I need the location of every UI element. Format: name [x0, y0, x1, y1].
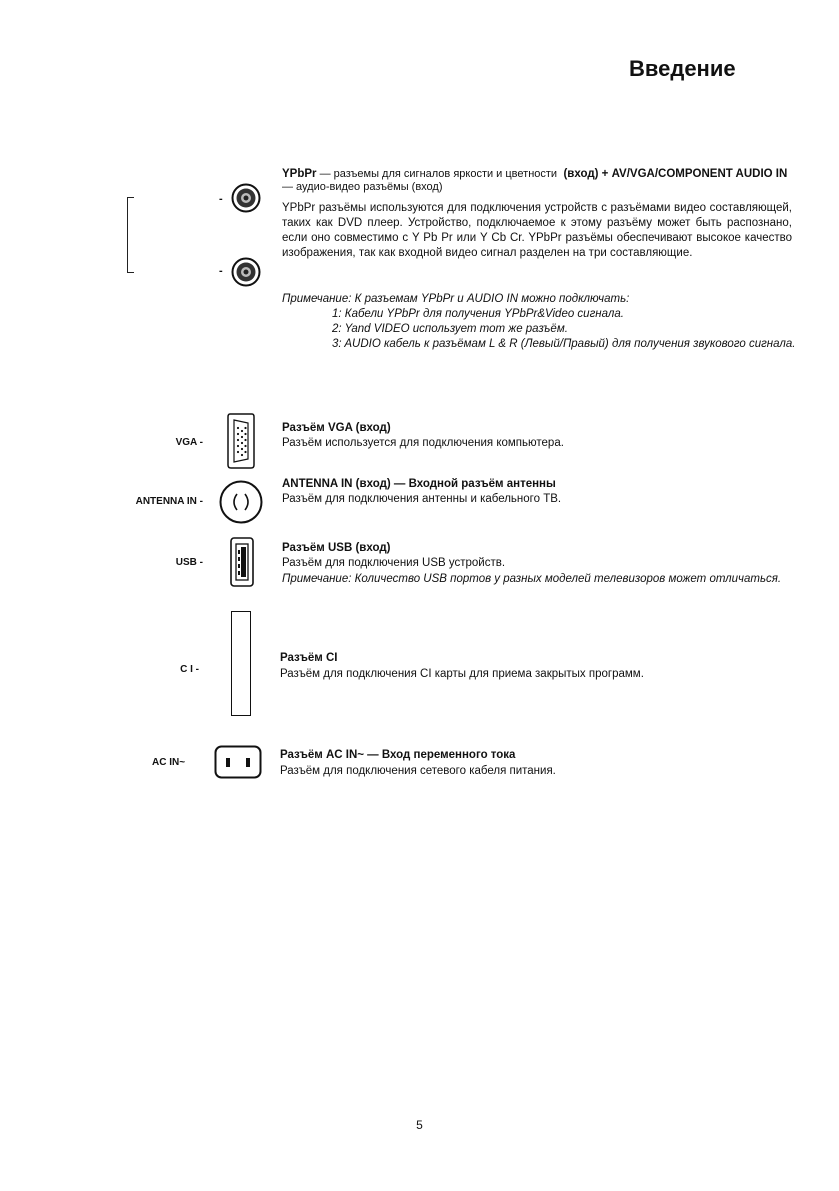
- vga-body: Разъём используется для подключения компьютера.: [282, 437, 564, 449]
- ypbpr-heading-bold: YPbPr: [282, 168, 317, 180]
- vga-label: VGA -: [175, 437, 203, 448]
- connector-dash: -: [219, 265, 223, 277]
- usb-port-icon: [230, 537, 254, 587]
- bracket: [127, 197, 134, 273]
- usb-title: Разъём USB (вход): [282, 542, 391, 554]
- ypbpr-heading-bold2: (вход) + AV/VGA/COMPONENT AUDIO IN: [563, 168, 788, 180]
- ci-slot-icon: [231, 611, 251, 716]
- rca-jack-icon: [231, 183, 261, 213]
- usb-note: Примечание: Количество USB портов у разных моделей телевизоров может отличаться.: [282, 573, 782, 585]
- usb-label: USB -: [175, 557, 203, 568]
- rca-jack-icon: [231, 257, 261, 287]
- connector-dash: -: [219, 193, 223, 205]
- antenna-title: ANTENNA IN (вход) — Входной разъём антенны: [282, 478, 556, 490]
- ypbpr-note-title: Примечание: К разъемам YPbPr и AUDIO IN можно подключать:: [282, 293, 630, 305]
- antenna-body: Разъём для подключения антенны и кабельного ТВ.: [282, 493, 562, 505]
- page-title: Введение: [629, 56, 736, 81]
- ypbpr-heading-line2: — аудио-видео разъёмы (вход): [282, 181, 443, 193]
- antenna-port-icon: [219, 480, 263, 524]
- power-socket-icon: [214, 745, 262, 779]
- ypbpr-heading-text: — разъемы для сигналов яркости и цветности: [316, 168, 558, 180]
- ci-title: Разъём CI: [280, 652, 338, 664]
- usb-body: Разъём для подключения USB устройств.: [282, 557, 506, 569]
- antenna-label: ANTENNA IN -: [135, 496, 203, 507]
- page-number: 5: [416, 1118, 423, 1132]
- ypbpr-note-3: 3: AUDIO кабель к разъёмам L & R (Левый/Правый) для получения звукового сигнала.: [332, 338, 796, 350]
- acin-body: Разъём для подключения сетевого кабеля питания.: [280, 765, 556, 777]
- vga-title: Разъём VGA (вход): [282, 422, 391, 434]
- ypbpr-note-1: 1: Кабели YPbPr для получения YPbPr&Video сигнала.: [332, 308, 624, 320]
- acin-title: Разъём AC IN~ — Вход переменного тока: [280, 749, 516, 761]
- vga-port-icon: [226, 412, 256, 470]
- ci-label: C I -: [180, 664, 199, 675]
- ypbpr-note-2: 2: Yand VIDEO использует тот же разъём.: [332, 323, 568, 335]
- acin-label: AC IN~: [152, 757, 186, 768]
- ypbpr-body: YPbPr разъёмы используются для подключения устройств с разъёмами видео составляющей, таких как DVD плеер. Устройство, подключаемое к этому разъёму может быть распознано, если оно совместимо с Y Pb Pr или Y Cb Cr. YPbPr разъёмы обеспечивают высокое качество изображения, так как входной видео сигнал разделен на три составляющие.: [282, 202, 792, 259]
- ci-body: Разъём для подключения CI карты для приема закрытых программ.: [280, 668, 644, 680]
